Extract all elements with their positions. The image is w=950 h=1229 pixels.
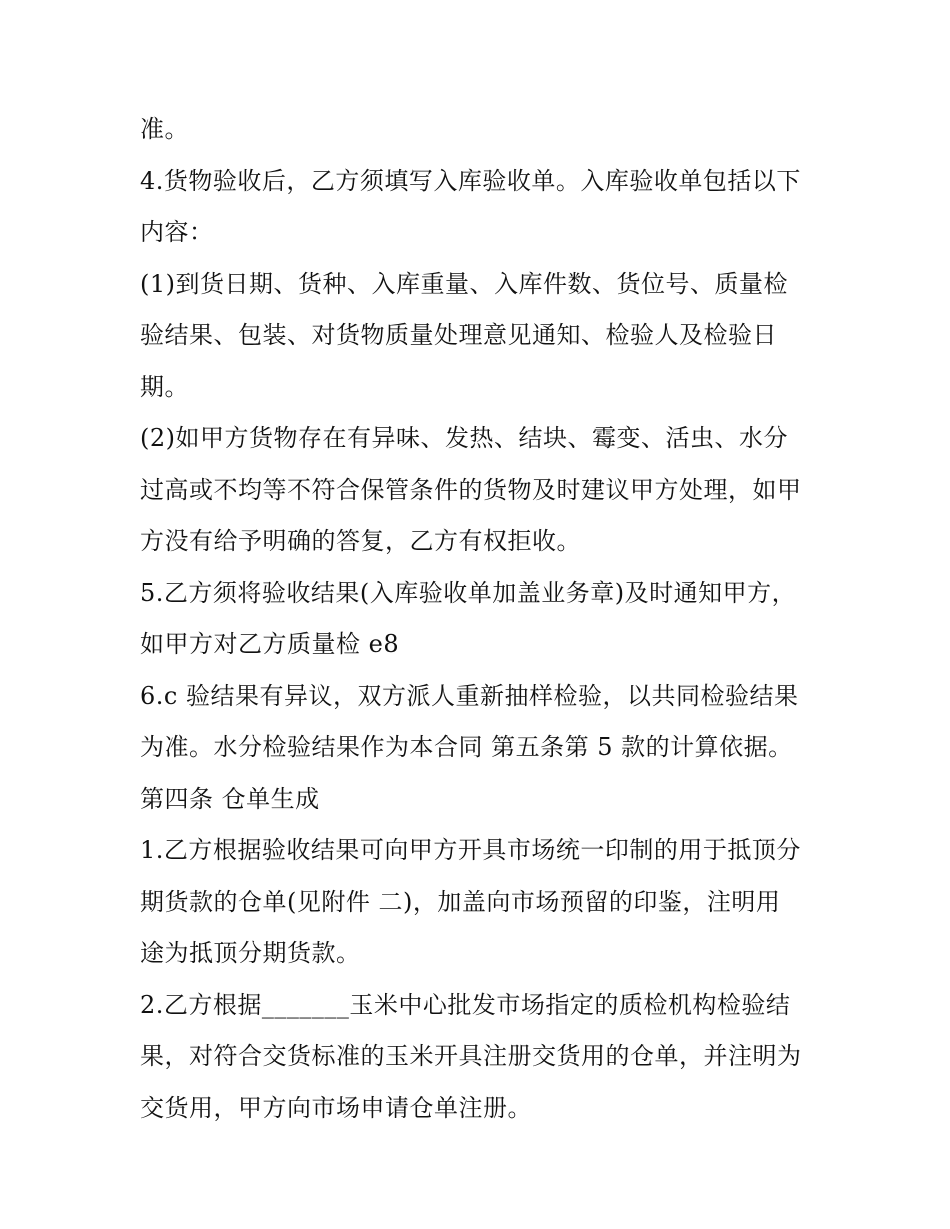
text-line: 4.货物验收后，乙方须填写入库验收单。入库验收单包括以下 — [140, 166, 801, 195]
text-line: 过高或不均等不符合保管条件的货物及时建议甲方处理，如甲 — [140, 475, 802, 504]
text-line: 5.乙方须将验收结果(入库验收单加盖业务章)及时通知甲方， — [140, 578, 797, 607]
text-line: (1)到货日期、货种、入库重量、入库件数、货位号、质量检 — [140, 269, 788, 298]
text-line: 交货用，甲方向市场申请仓单注册。 — [140, 1093, 532, 1122]
text-line: (2)如甲方货物存在有异味、发热、结块、霉变、活虫、水分 — [140, 424, 788, 452]
document-body — [140, 104, 830, 1134]
text-line: 方没有给予明确的答复，乙方有权拒收。 — [140, 527, 581, 555]
text-line: 期货款的仓单(见附件 二)，加盖向市场预留的印鉴，注明用 — [140, 887, 781, 916]
text-line: 1.乙方根据验收结果可向甲方开具市场统一印制的用于抵顶分 — [140, 836, 801, 864]
text-line: 2.乙方根据_______玉米中心批发市场指定的质检机构检验结 — [140, 990, 791, 1019]
text-line: 内容： — [140, 218, 214, 246]
text-line: 果，对符合交货标准的玉米开具注册交货用的仓单，并注明为 — [140, 1042, 802, 1070]
text-line: 途为抵顶分期货款。 — [140, 939, 361, 967]
text-line: 验结果、包装、对货物质量处理意见通知、检验人及检验日 — [140, 321, 777, 349]
section-heading: 第四条 仓单生成 — [140, 784, 320, 813]
text-line: 为准。水分检验结果作为本合同 第五条第 5 款的计算依据。 — [140, 733, 793, 761]
text-line: 准。 — [140, 115, 189, 143]
text-line: 期。 — [140, 372, 189, 401]
text-line: 如甲方对乙方质量检 e8 — [140, 630, 400, 658]
text-line: 6.c 验结果有异议，双方派人重新抽样检验，以共同检验结果 — [140, 681, 799, 710]
